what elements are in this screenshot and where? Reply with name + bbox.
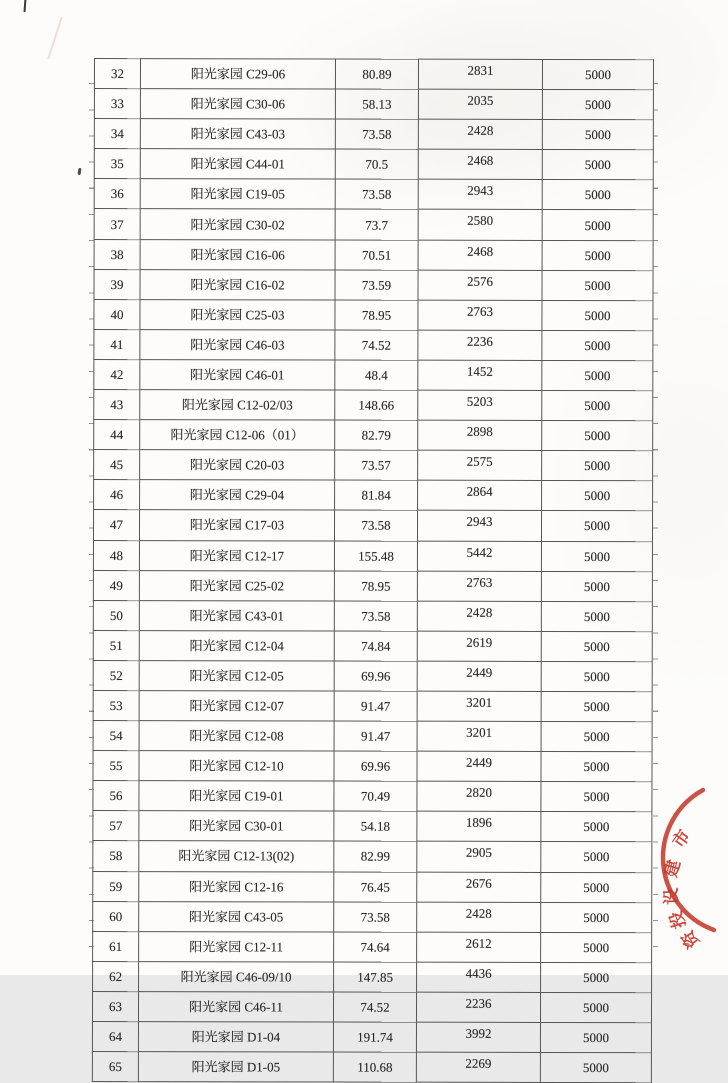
subsidy-value-cell: 5000 [541,872,652,902]
table-row [94,89,653,120]
area-value-cell: 73.7 [335,209,418,239]
table-row [94,239,653,270]
project-unit-cell: 阳光家园 C25-03 [140,299,335,330]
area-value-cell: 54.18 [334,811,417,841]
table-row [94,299,653,330]
project-unit-cell: 阳光家园 C29-04 [140,480,335,511]
row-index-cell: 35 [94,149,140,179]
table-row [93,871,652,902]
table-row [93,811,652,842]
row-index-cell: 33 [94,89,140,119]
subsidy-value-cell: 5000 [541,782,652,812]
subsidy-value-cell: 5000 [540,1022,651,1052]
project-unit-cell: 阳光家园 C12-07 [139,691,334,722]
project-unit-cell: 阳光家园 C46-01 [140,360,335,391]
seal-characters [660,826,703,952]
table-row [94,209,653,240]
row-index-cell: 55 [93,751,139,781]
subsidy-value-cell: 5000 [541,722,652,752]
amount-value-cell: 2864 [418,480,542,510]
project-unit-cell: 阳光家园 C43-05 [139,901,334,932]
table-row [94,179,653,210]
row-index-cell: 64 [92,1021,138,1051]
project-unit-cell: 阳光家园 C12-08 [139,721,334,752]
amount-value-cell: 2428 [417,902,541,932]
project-unit-cell: 阳光家园 C12-13(02) [139,841,334,872]
subsidy-value-cell: 5000 [541,812,652,842]
table-row [94,450,653,481]
table-row [93,690,652,721]
subsidy-value-cell: 5000 [542,481,653,511]
project-unit-cell: 阳光家园 C30-01 [139,811,334,842]
table-row [94,390,653,421]
area-value-cell: 91.47 [334,691,417,721]
area-value-cell: 74.52 [333,992,416,1022]
area-value-cell: 110.68 [333,1052,416,1082]
table-row [94,420,653,451]
area-value-cell: 69.96 [334,661,417,691]
subsidy-value-cell: 5000 [542,210,653,240]
project-unit-cell: 阳光家园 C46-09/10 [139,961,334,992]
area-value-cell: 80.89 [335,59,418,89]
row-index-cell: 47 [93,510,139,540]
row-index-cell: 44 [94,420,140,450]
subsidy-value-cell: 5000 [541,932,652,962]
subsidy-value-cell: 5000 [542,360,653,390]
table-row [93,841,652,872]
row-index-cell: 52 [93,660,139,690]
project-unit-cell: 阳光家园 C12-05 [139,660,334,691]
amount-value-cell: 4436 [417,962,541,992]
project-unit-cell: 阳光家园 C12-17 [139,540,334,571]
subsidy-value-cell: 5000 [540,992,651,1022]
subsidy-value-cell: 5000 [541,601,652,631]
area-value-cell: 78.95 [335,300,418,330]
table-row [93,751,652,782]
area-value-cell: 69.96 [334,751,417,781]
row-index-cell: 51 [93,630,139,660]
project-unit-cell: 阳光家园 C43-03 [140,119,335,150]
project-unit-cell: 阳光家园 C44-01 [140,149,335,180]
subsidy-value-cell: 5000 [541,752,652,782]
project-unit-cell: 阳光家园 C12-04 [139,630,334,661]
area-value-cell: 73.58 [334,902,417,932]
row-index-cell: 45 [94,450,140,480]
project-unit-cell: 阳光家园 C12-11 [139,931,334,962]
subsidy-value-cell: 5000 [541,962,652,992]
project-unit-cell: 阳光家园 C46-03 [140,329,335,360]
subsidy-value-cell: 5000 [542,120,653,150]
project-unit-cell: 阳光家园 C16-06 [140,239,335,270]
red-seal-stamp [640,778,728,952]
area-value-cell: 73.57 [335,450,418,480]
project-unit-cell: 阳光家园 D1-05 [138,1052,333,1083]
row-index-cell: 37 [94,209,140,239]
amount-value-cell: 2612 [417,932,541,962]
allocation-table [92,58,654,1083]
subsidy-value-cell: 5000 [542,390,653,420]
row-index-cell: 59 [93,871,139,901]
project-unit-cell: 阳光家园 C30-06 [140,89,335,120]
subsidy-value-cell: 5000 [542,270,653,300]
project-unit-cell: 阳光家园 C29-06 [140,59,335,90]
row-index-cell: 48 [93,540,139,570]
table-row [93,600,652,631]
amount-value-cell: 3992 [416,1022,540,1052]
table-row [93,630,652,661]
amount-value-cell: 2468 [418,149,542,179]
area-value-cell: 73.58 [335,179,418,209]
row-index-cell: 62 [93,961,139,991]
table-row [94,269,653,300]
amount-value-cell: 2763 [417,571,541,601]
amount-value-cell: 2449 [417,661,541,691]
amount-value-cell: 3201 [417,691,541,721]
table-row [94,59,653,90]
row-index-cell: 54 [93,721,139,751]
area-value-cell: 155.48 [334,541,417,571]
row-index-cell: 49 [93,570,139,600]
scan-artifact-crease [47,17,62,59]
subsidy-value-cell: 5000 [541,842,652,872]
amount-value-cell: 2236 [416,992,540,1022]
subsidy-value-cell: 5000 [540,1053,651,1083]
row-index-cell: 41 [94,329,140,359]
area-value-cell: 148.66 [335,390,418,420]
row-index-cell: 32 [94,59,140,89]
area-value-cell: 74.52 [335,330,418,360]
seal-character: 资 [677,926,704,952]
project-unit-cell: 阳光家园 C16-02 [140,269,335,300]
subsidy-value-cell: 5000 [542,59,653,89]
scan-artifact-fleck [78,168,82,175]
seal-character: 建 [661,857,685,880]
row-index-cell: 57 [93,811,139,841]
amount-value-cell: 2943 [417,511,541,541]
amount-value-cell: 2619 [417,631,541,661]
project-unit-cell: 阳光家园 C19-05 [140,179,335,210]
area-value-cell: 48.4 [335,360,418,390]
table-row [94,480,653,511]
scan-artifact-tick [24,0,27,12]
row-index-cell: 60 [93,901,139,931]
area-value-cell: 74.64 [334,932,417,962]
table-row [93,781,652,812]
area-value-cell: 82.99 [334,841,417,871]
table-row [93,901,652,932]
amount-value-cell: 2905 [417,842,541,872]
subsidy-value-cell: 5000 [542,150,653,180]
row-index-cell: 61 [93,931,139,961]
amount-value-cell: 2763 [418,300,542,330]
amount-value-cell: 2831 [418,59,542,89]
table-row [92,1021,651,1052]
project-unit-cell: 阳光家园 C25-02 [139,570,334,601]
row-index-cell: 34 [94,119,140,149]
project-unit-cell: 阳光家园 C43-01 [139,600,334,631]
amount-value-cell: 2576 [418,270,542,300]
table-row [93,660,652,691]
project-unit-cell: 阳光家园 C46-11 [138,992,333,1023]
area-value-cell: 81.84 [335,480,418,510]
area-value-cell: 73.58 [334,510,417,540]
amount-value-cell: 2269 [416,1052,540,1082]
table-row [93,510,652,541]
row-index-cell: 56 [93,781,139,811]
area-value-cell: 70.51 [335,240,418,270]
subsidy-value-cell: 5000 [541,661,652,691]
area-value-cell: 82.79 [335,420,418,450]
table-row [93,931,652,962]
area-value-cell: 78.95 [334,571,417,601]
row-index-cell: 42 [94,359,140,389]
area-value-cell: 73.58 [335,119,418,149]
table-row [94,119,653,150]
amount-value-cell: 5442 [417,541,541,571]
subsidy-value-cell: 5000 [542,90,653,120]
subsidy-value-cell: 5000 [542,240,653,270]
project-unit-cell: 阳光家园 C12-06（01） [140,420,335,451]
table-row [93,961,652,992]
allocation-table-body [92,59,653,1083]
amount-value-cell: 1896 [417,812,541,842]
seal-character: 设 [661,887,682,906]
table-row [93,540,652,571]
amount-value-cell: 2428 [418,119,542,149]
row-index-cell: 53 [93,690,139,720]
amount-value-cell: 5203 [418,390,542,420]
amount-value-cell: 2580 [418,210,542,240]
amount-value-cell: 2943 [418,180,542,210]
area-value-cell: 70.5 [335,149,418,179]
amount-value-cell: 1452 [418,360,542,390]
amount-value-cell: 2236 [418,330,542,360]
row-index-cell: 43 [94,390,140,420]
project-unit-cell: 阳光家园 C30-02 [140,209,335,240]
row-index-cell: 40 [94,299,140,329]
area-value-cell: 73.59 [335,270,418,300]
amount-value-cell: 2468 [418,240,542,270]
row-index-cell: 63 [92,991,138,1021]
subsidy-value-cell: 5000 [541,541,652,571]
subsidy-value-cell: 5000 [541,571,652,601]
row-index-cell: 39 [94,269,140,299]
table-row [92,991,651,1022]
subsidy-value-cell: 5000 [542,451,653,481]
subsidy-value-cell: 5000 [541,511,652,541]
table-row [93,721,652,752]
project-unit-cell: 阳光家园 C17-03 [139,510,334,541]
area-value-cell: 58.13 [335,89,418,119]
table-row [94,329,653,360]
row-index-cell: 50 [93,600,139,630]
row-index-cell: 65 [92,1052,138,1082]
area-value-cell: 73.58 [334,601,417,631]
seal-character: 市 [668,826,695,852]
project-unit-cell: 阳光家园 C12-10 [139,751,334,782]
amount-value-cell: 3201 [417,721,541,751]
amount-value-cell: 2575 [418,450,542,480]
amount-value-cell: 2676 [417,872,541,902]
row-index-cell: 46 [94,480,140,510]
subsidy-value-cell: 5000 [542,330,653,360]
area-value-cell: 76.45 [334,872,417,902]
amount-value-cell: 2035 [418,89,542,119]
row-index-cell: 58 [93,841,139,871]
project-unit-cell: 阳光家园 C19-01 [139,781,334,812]
area-value-cell: 91.47 [334,721,417,751]
subsidy-value-cell: 5000 [541,631,652,661]
table-row [93,570,652,601]
area-value-cell: 70.49 [334,781,417,811]
subsidy-value-cell: 5000 [541,902,652,932]
subsidy-value-cell: 5000 [541,691,652,721]
amount-value-cell: 2449 [417,751,541,781]
row-index-cell: 38 [94,239,140,269]
project-unit-cell: 阳光家园 D1-04 [138,1022,333,1053]
row-index-cell: 36 [94,179,140,209]
project-unit-cell: 阳光家园 C12-02/03 [140,390,335,421]
amount-value-cell: 2820 [417,781,541,811]
area-value-cell: 147.85 [334,962,417,992]
area-value-cell: 191.74 [333,1022,416,1052]
area-value-cell: 74.84 [334,631,417,661]
subsidy-value-cell: 5000 [542,300,653,330]
table-row [94,149,653,180]
table-row [94,359,653,390]
project-unit-cell: 阳光家园 C12-16 [139,871,334,902]
subsidy-value-cell: 5000 [542,421,653,451]
amount-value-cell: 2428 [417,601,541,631]
amount-value-cell: 2898 [418,420,542,450]
table-row [92,1052,651,1083]
subsidy-value-cell: 5000 [542,180,653,210]
seal-character: 投 [666,908,690,931]
project-unit-cell: 阳光家园 C20-03 [140,450,335,481]
